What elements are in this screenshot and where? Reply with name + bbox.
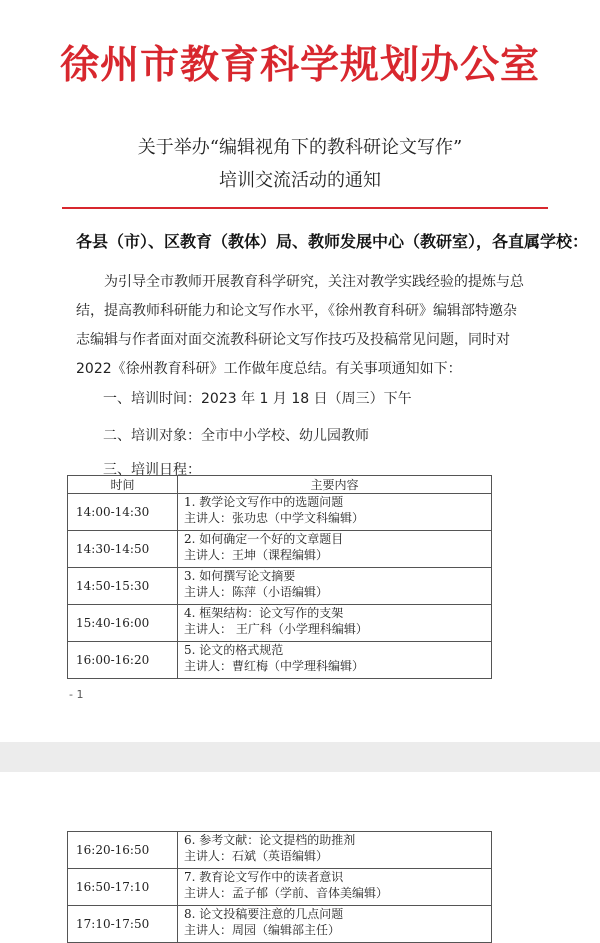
body-paragraph-text: 为引导全市教师开展教育科学研究，关注对教学实践经验的提炼与总结，提高教师科研能力和论文写作水平，《徐州教育科研》编辑部特邀杂志编辑与作者面对面交流教科研论文写作技巧及投稿常见问题，同时对 2022《徐州教育科研》工作做年度总结。有关事项通知如下： xyxy=(76,274,524,377)
row-time: 14:30-14:50 xyxy=(68,531,178,568)
item-training-time: 一、培训时间：2023 年 1 月 18 日（周三）下午 xyxy=(103,391,412,407)
row-topic: 8. 论文投稿要注意的几点问题 xyxy=(184,907,344,921)
row-content xyxy=(178,494,492,531)
row-speaker: 主讲人：陈萍（小语编辑） xyxy=(184,585,329,599)
row-content xyxy=(178,906,492,943)
header-time: 时间 xyxy=(68,476,178,494)
table-header-row xyxy=(68,476,492,494)
schedule-table-continued xyxy=(67,831,492,943)
row-content xyxy=(178,642,492,679)
row-topic: 4. 框架结构：论文写作的支架 xyxy=(184,606,344,620)
row-topic: 5. 论文的格式规范 xyxy=(184,643,284,657)
table-row xyxy=(68,605,492,642)
row-time: 16:20-16:50 xyxy=(68,832,178,869)
row-topic: 1. 教学论文写作中的选题问题 xyxy=(184,495,344,509)
row-topic: 6. 参考文献：论文提档的助推剂 xyxy=(184,833,356,847)
row-time: 16:50-17:10 xyxy=(68,869,178,906)
body-paragraph xyxy=(76,268,524,384)
notice-title-line-1: 关于举办“编辑视角下的教科研论文写作” xyxy=(137,137,463,158)
table-row xyxy=(68,832,492,869)
row-time: 15:40-16:00 xyxy=(68,605,178,642)
row-topic: 2. 如何确定一个好的文章题目 xyxy=(184,532,344,546)
item-training-audience: 二、培训对象：全市中小学校、幼儿园教师 xyxy=(103,428,369,444)
page-gap xyxy=(0,742,600,772)
row-content xyxy=(178,568,492,605)
table-row xyxy=(68,568,492,605)
row-time: 14:50-15:30 xyxy=(68,568,178,605)
letterhead: 徐州市教育科学规划办公室 xyxy=(59,42,540,88)
row-topic: 3. 如何撰写论文摘要 xyxy=(184,569,296,583)
page-number: - 1 xyxy=(69,688,84,701)
row-speaker: 主讲人：孟子郁（学前、音体美编辑） xyxy=(184,886,389,900)
table-row xyxy=(68,494,492,531)
notice-title-line-2: 培训交流活动的通知 xyxy=(219,170,381,191)
item-schedule-heading: 三、培训日程： xyxy=(103,462,201,478)
table-row xyxy=(68,531,492,568)
addressee: 各县（市）、区教育（教体）局、教师发展中心（教研室），各直属学校： xyxy=(76,232,589,251)
row-speaker: 主讲人：曹红梅（中学理科编辑） xyxy=(184,659,365,673)
row-time: 16:00-16:20 xyxy=(68,642,178,679)
row-content xyxy=(178,531,492,568)
table-row xyxy=(68,906,492,943)
row-content xyxy=(178,605,492,642)
row-content xyxy=(178,832,492,869)
schedule-table xyxy=(67,475,492,679)
row-speaker: 主讲人：张功忠（中学文科编辑） xyxy=(184,511,365,525)
red-divider-rule xyxy=(62,207,548,209)
row-time: 14:00-14:30 xyxy=(68,494,178,531)
row-content xyxy=(178,869,492,906)
row-speaker: 主讲人：王坤（课程编辑） xyxy=(184,548,329,562)
table-row xyxy=(68,869,492,906)
row-speaker: 主讲人：石斌（英语编辑） xyxy=(184,849,329,863)
row-topic: 7. 教育论文写作中的读者意识 xyxy=(184,870,344,884)
row-speaker: 主讲人：周园（编辑部主任） xyxy=(184,923,341,937)
header-content: 主要内容 xyxy=(178,476,492,494)
row-speaker: 主讲人： 王广科（小学理科编辑） xyxy=(184,622,368,636)
table-row xyxy=(68,642,492,679)
row-time: 17:10-17:50 xyxy=(68,906,178,943)
